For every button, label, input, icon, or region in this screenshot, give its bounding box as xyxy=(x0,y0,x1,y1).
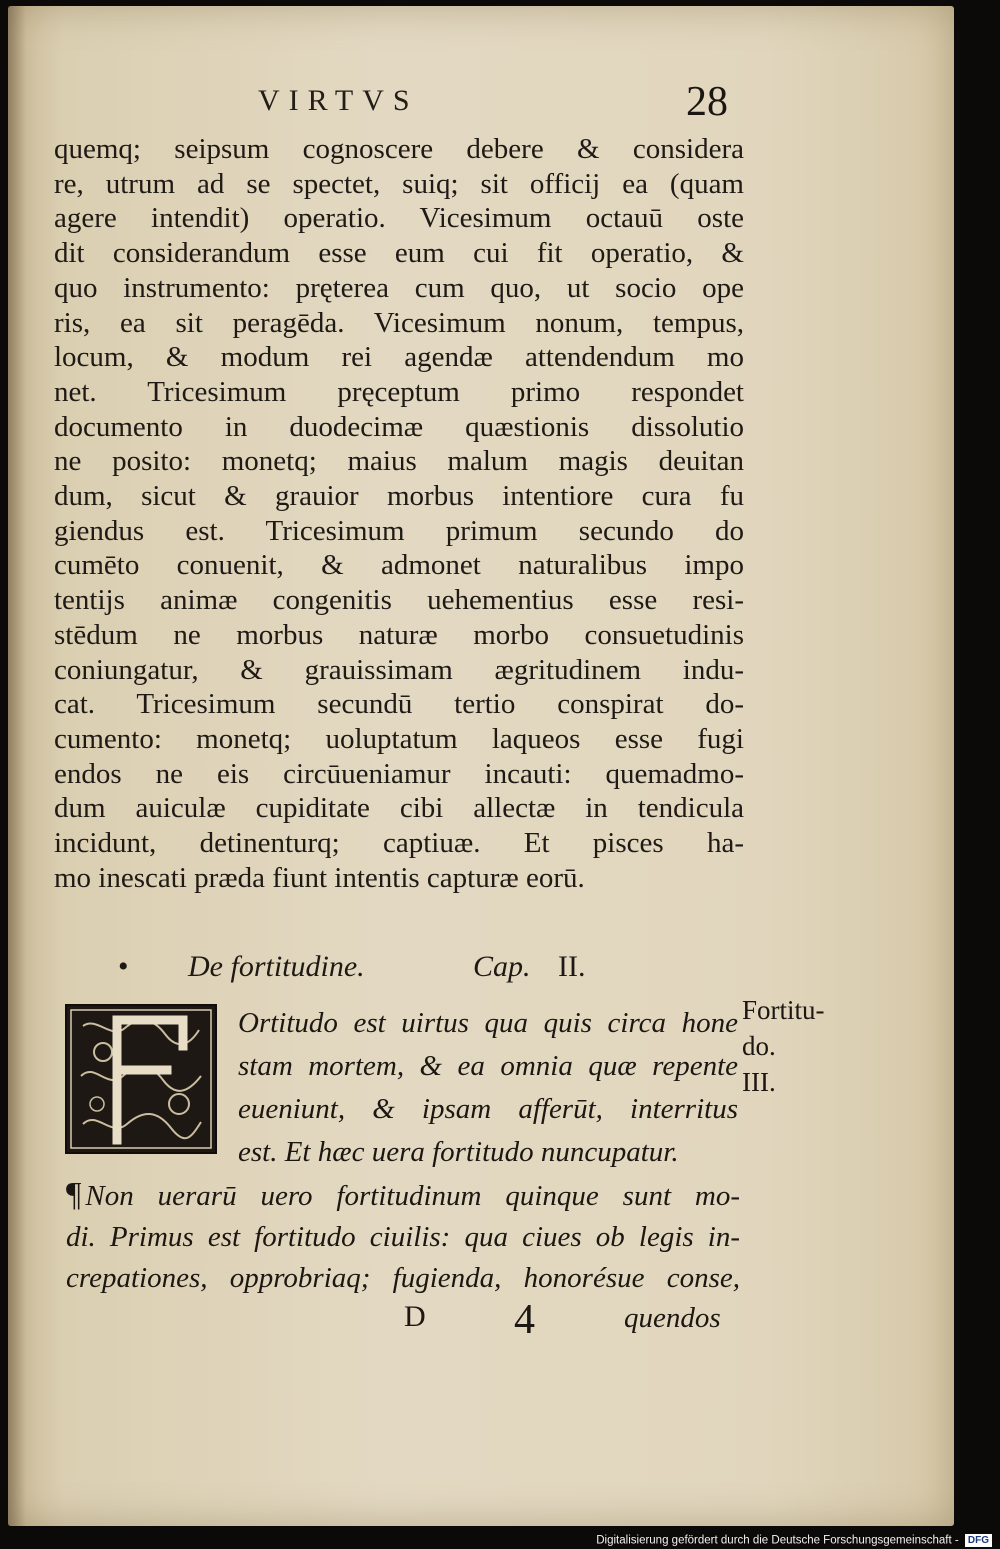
text-line: incidunt, detinenturq; captiuæ. Et pisces ha- xyxy=(54,827,744,860)
marginal-line: Fortitu- xyxy=(742,995,825,1025)
chapter-heading xyxy=(118,950,658,990)
book-page xyxy=(8,6,954,1526)
text-line: coniungatur, & grauissimam ægritudinem indu- xyxy=(54,653,744,686)
signature-mark: D xyxy=(404,1300,426,1333)
text-line: di. Primus est fortitudo ciuilis: qua ciues ob legis in- xyxy=(66,1221,740,1253)
chapter-text xyxy=(238,1002,738,1174)
text-line: stēdum ne morbus naturæ morbo consuetudinis xyxy=(54,618,744,651)
text-line: cumento: monetq; uoluptatum laqueos esse fugi xyxy=(54,722,744,755)
text-line: quemq; seipsum cognoscere debere & considera xyxy=(54,133,744,165)
text-line: quo instrumento: pręterea cum quo, ut socio ope xyxy=(54,271,744,304)
text-line: re, utrum ad se spectet, suiq; sit officij ea (quam xyxy=(54,167,744,200)
text-line: ris, ea sit peragēda. Vicesimum nonum, tempus, xyxy=(54,306,744,339)
credit-text: Digitalisierung gefördert durch die Deutsche Forschungsgemeinschaft - xyxy=(596,1534,959,1547)
text-line-content: Non uerarū uero fortitudinum quinque sunt mo- xyxy=(85,1180,740,1212)
text-line: Ortitudo est uirtus qua quis circa hone xyxy=(238,1007,738,1039)
chapter-number: II. xyxy=(558,950,586,983)
text-line: endos ne eis circūueniamur incauti: quemadmo- xyxy=(54,757,744,790)
text-line: dit considerandum esse eum cui fit operatio, & xyxy=(54,237,744,270)
lower-text xyxy=(66,1174,740,1299)
text-line: stam mortem, & ea omnia quæ repente xyxy=(238,1050,738,1082)
text-line: dum auiculæ cupiditate cibi allectæ in tendicula xyxy=(54,792,744,825)
text-line: dum, sicut & grauior morbus intentiore cura fu xyxy=(54,480,744,513)
text-line xyxy=(66,1174,740,1217)
text-line: est. Et hæc uera fortitudo nuncupatur. xyxy=(238,1136,679,1168)
text-line: agere intendit) operatio. Vicesimum octauū oste xyxy=(54,202,744,235)
marginal-line: III. xyxy=(742,1067,776,1097)
chapter-title: De fortitudine. xyxy=(188,950,365,983)
text-line: giendus est. Tricesimum primum secundo do xyxy=(54,514,744,547)
text-line: net. Tricesimum pręceptum primo respondet xyxy=(54,375,744,408)
decorated-initial-f-icon xyxy=(65,1004,217,1154)
text-line: eueniunt, & ipsam afferūt, interritus xyxy=(238,1093,738,1125)
text-line: tentijs animæ congenitis uehementius esse resi- xyxy=(54,584,744,617)
body-text xyxy=(54,132,744,895)
page-number: 28 xyxy=(686,79,728,125)
footer-credit xyxy=(596,1534,992,1547)
text-line: crepationes, opprobriaq; fugienda, honorésue conse, xyxy=(66,1262,740,1294)
text-line: documento in duodecimæ quæstionis dissolutio xyxy=(54,410,744,443)
text-line: mo inescati præda fiunt intentis capturæ eorū. xyxy=(54,861,585,894)
chapter-label: Cap. xyxy=(473,950,531,983)
text-line: cat. Tricesimum secundū tertio conspirat do- xyxy=(54,688,744,721)
dfg-logo: DFG xyxy=(965,1534,992,1547)
text-line: ne posito: monetq; maius malum magis deuitan xyxy=(54,445,744,478)
heading-bullet: • xyxy=(118,950,129,983)
marginal-note xyxy=(742,992,862,1100)
pilcrow-icon: ¶ xyxy=(66,1176,82,1213)
signature-number: 4 xyxy=(514,1297,535,1343)
text-line: cumēto conuenit, & admonet naturalibus impo xyxy=(54,549,744,582)
catchword: quendos xyxy=(624,1302,721,1334)
text-line: locum, & modum rei agendæ attendendum mo xyxy=(54,341,744,374)
running-head: VIRTVS xyxy=(258,84,419,117)
marginal-line: do. xyxy=(742,1031,776,1061)
